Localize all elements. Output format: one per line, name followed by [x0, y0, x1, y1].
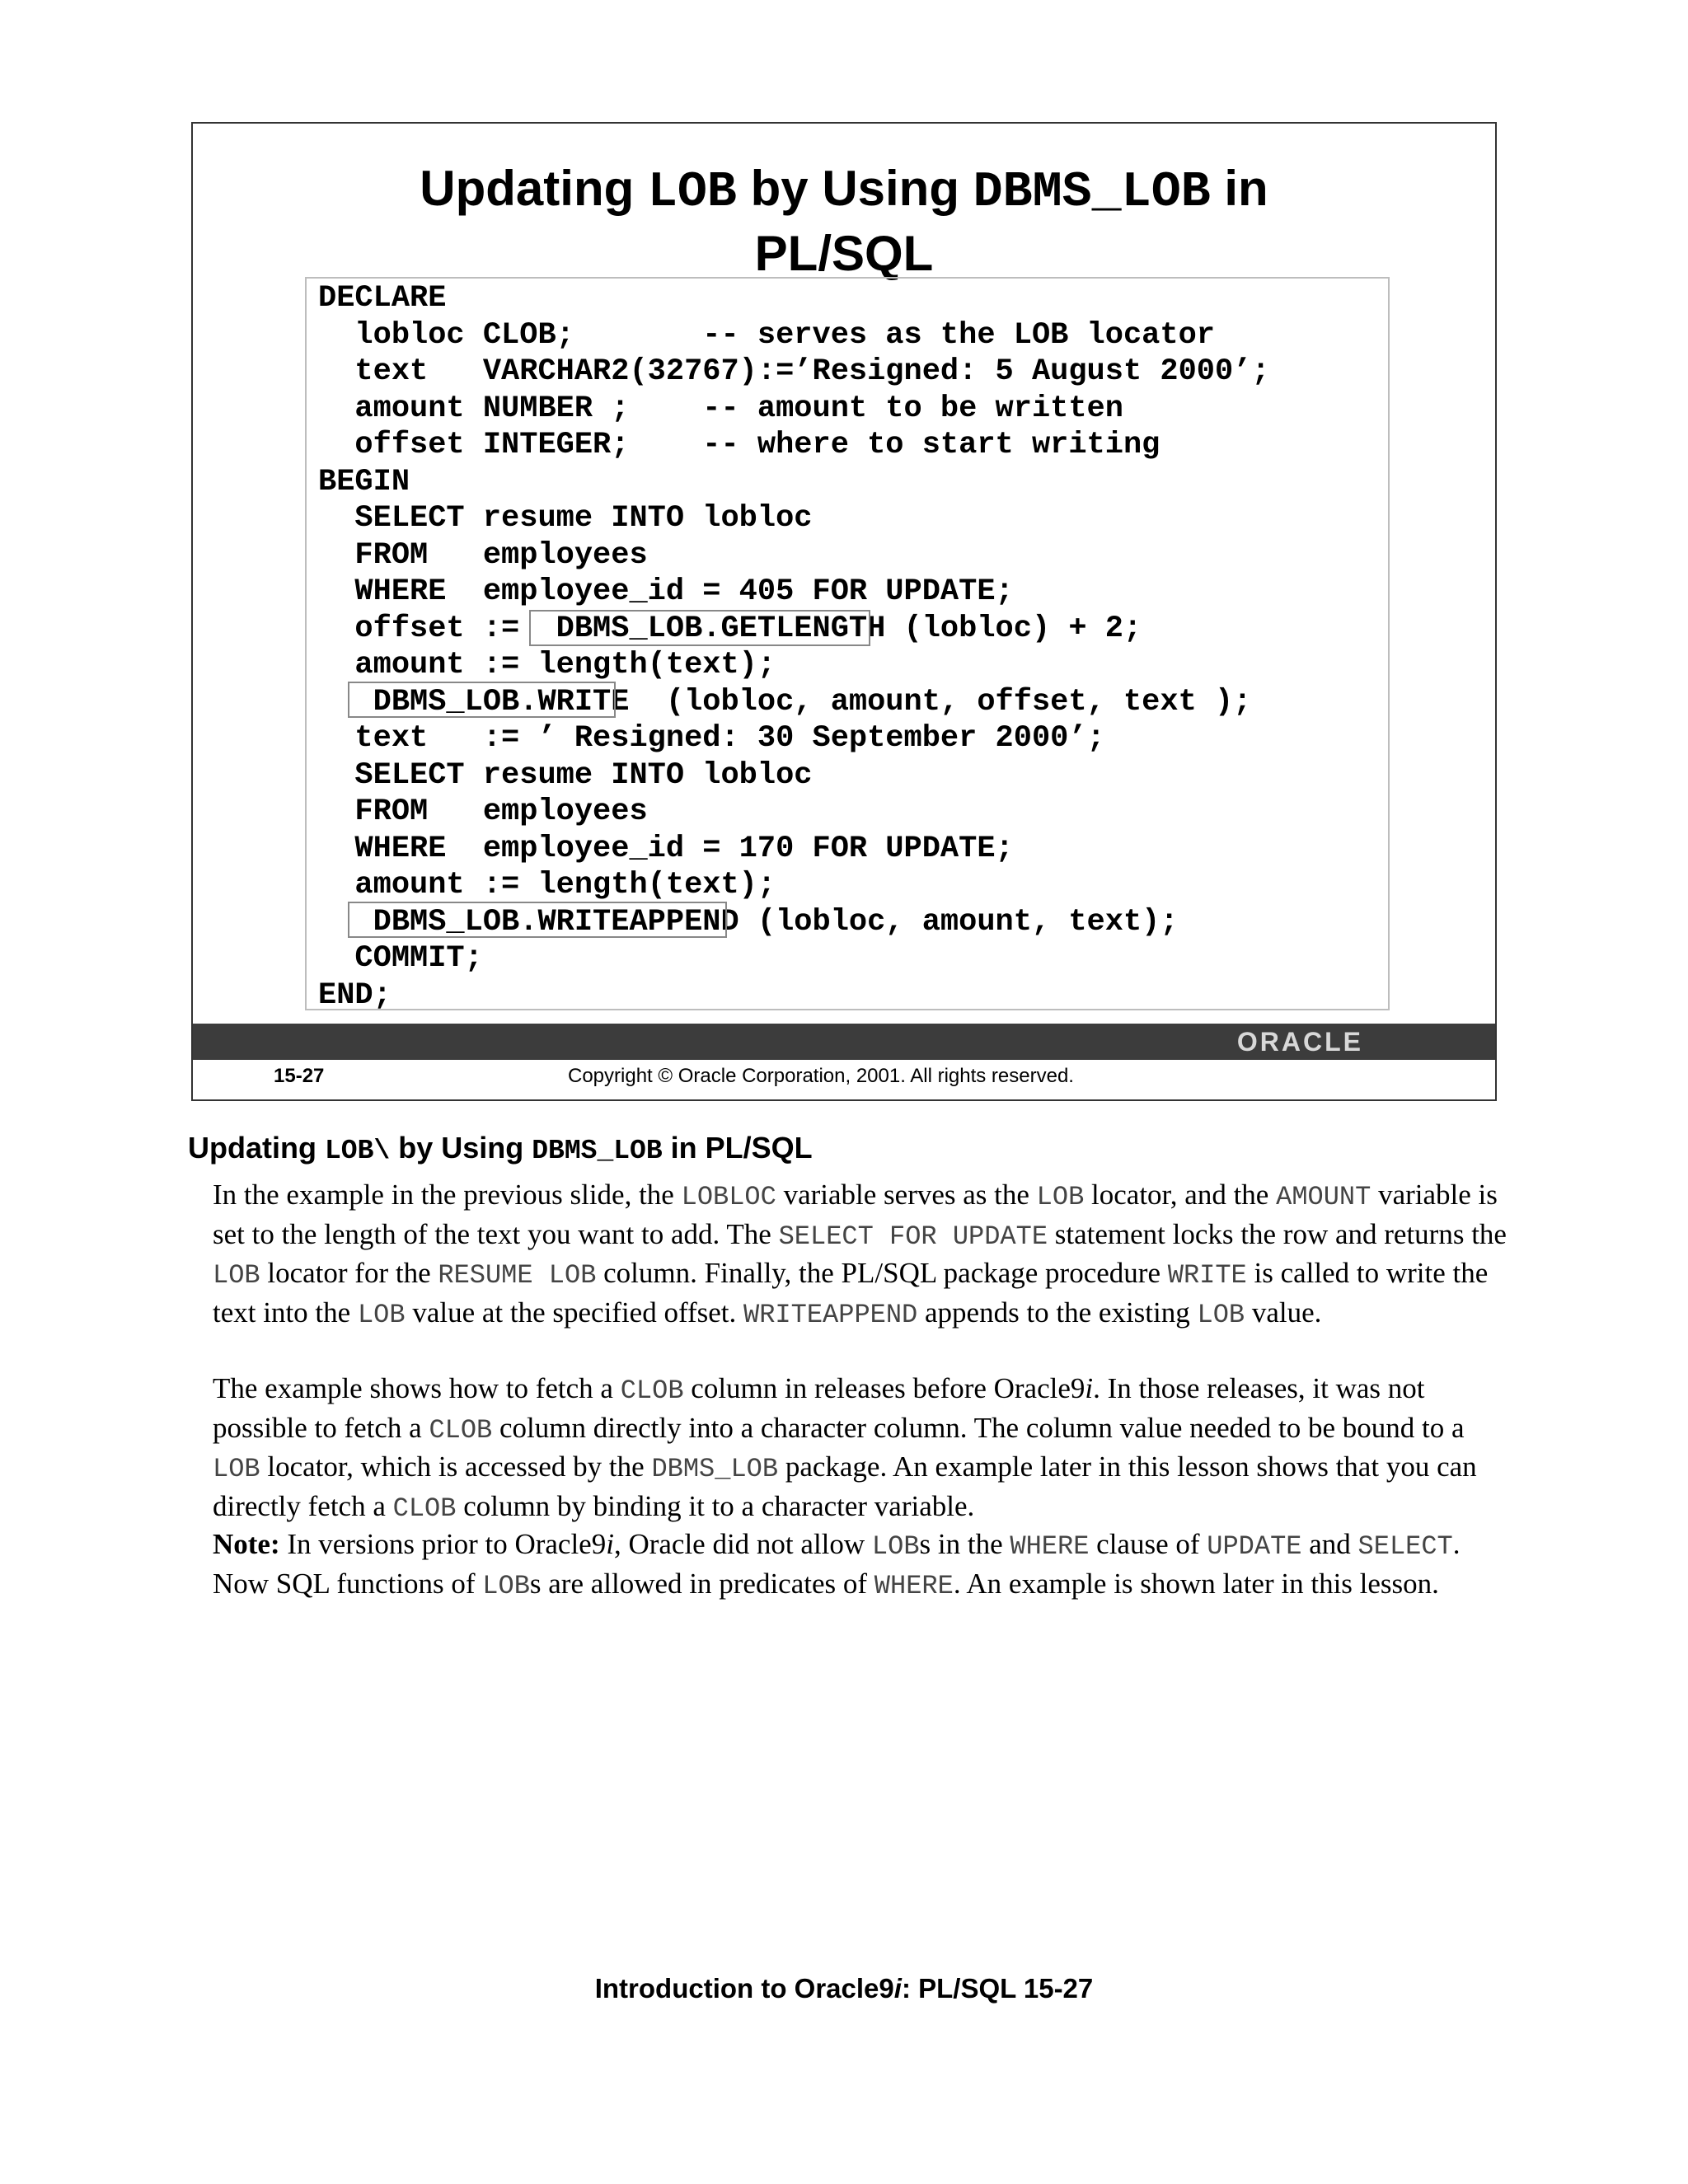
code-line: END; [318, 977, 392, 1013]
getlength-highlight-box [529, 610, 870, 646]
paragraph-note: Note: In versions prior to Oracle9i, Oracle did not allow LOBs in the WHERE clause of UPDATE and SELECT. Now SQL functions of LOBs are allowed in predicates of WHERE. An example is shown later in this lesson. [213, 1528, 1461, 1601]
code-line: SELECT resume INTO lobloc [318, 501, 813, 536]
code-line: text := ’ Resigned: 30 September 2000’; [318, 721, 1105, 756]
code-line: WHERE employee_id = 170 FOR UPDATE; [318, 831, 1014, 866]
code-line: BEGIN [318, 464, 410, 499]
code-line: SELECT resume INTO lobloc [318, 757, 813, 793]
code-line: offset := DBMS_LOB.GETLENGTH (lobloc) + 2; [318, 611, 1142, 646]
oracle-logo: ORACLE [1236, 1027, 1363, 1057]
write-highlight-box [348, 682, 616, 718]
code-box [305, 277, 1390, 1013]
paragraph-1: In the example in the previous slide, the LOBLOC variable serves as the LOB locator, and the AMOUNT variable is set to the length of the text you want to add. The SELECT FOR UPDATE statement locks the row and returns the LOB locator for the RESUME LOB column. Finally, the PL/SQL package procedure WRITE is called to write the text into the LOB value at the specified offset. WRITEAPPEND appends to the existing LOB value. [213, 1179, 1507, 1330]
copyright-notice: Copyright © Oracle Corporation, 2001. All rights reserved. [568, 1065, 1074, 1087]
code-line: DECLARE [318, 281, 447, 316]
code-line: FROM employees [318, 537, 648, 573]
code-line: DBMS_LOB.WRITEAPPEND (lobloc, amount, text); [318, 904, 1179, 940]
section-heading: Updating LOB\ by Using DBMS_LOB in PL/SQL [188, 1131, 813, 1166]
code-line: amount NUMBER ; -- amount to be written [318, 391, 1123, 426]
slide-number: 15-27 [274, 1065, 325, 1087]
code-line: WHERE employee_id = 405 FOR UPDATE; [318, 574, 1014, 609]
code-line: amount := length(text); [318, 868, 776, 902]
paragraph-2: The example shows how to fetch a CLOB column in releases before Oracle9i. In those releases, it was not possible to fetch a CLOB column directly into a character column. The column value needed to be bound to a LOB locator, which is accessed by the DBMS_LOB package. An example later in this lesson shows that you can directly fetch a CLOB column by binding it to a character variable. [213, 1372, 1477, 1524]
code-line: DBMS_LOB.WRITE (lobloc, amount, offset, text ); [318, 684, 1252, 719]
slide [191, 122, 1497, 1101]
writeappend-highlight-box [348, 902, 727, 938]
code-line: FROM employees [318, 794, 648, 829]
code-line: text VARCHAR2(32767):=’Resigned: 5 August 2000’; [318, 354, 1270, 389]
code-line: offset INTEGER; -- where to start writing [318, 428, 1160, 462]
code-line: lobloc CLOB; -- serves as the LOB locator [318, 317, 1215, 353]
slide-footer-bar [193, 1024, 1495, 1060]
slide-title: Updating LOB by Using DBMS_LOB in PL/SQL [420, 161, 1268, 281]
page-footer: Introduction to Oracle9i: PL/SQL 15-27 [594, 1973, 1094, 2004]
code-line: amount := length(text); [318, 648, 776, 682]
code-line: COMMIT; [318, 941, 483, 976]
